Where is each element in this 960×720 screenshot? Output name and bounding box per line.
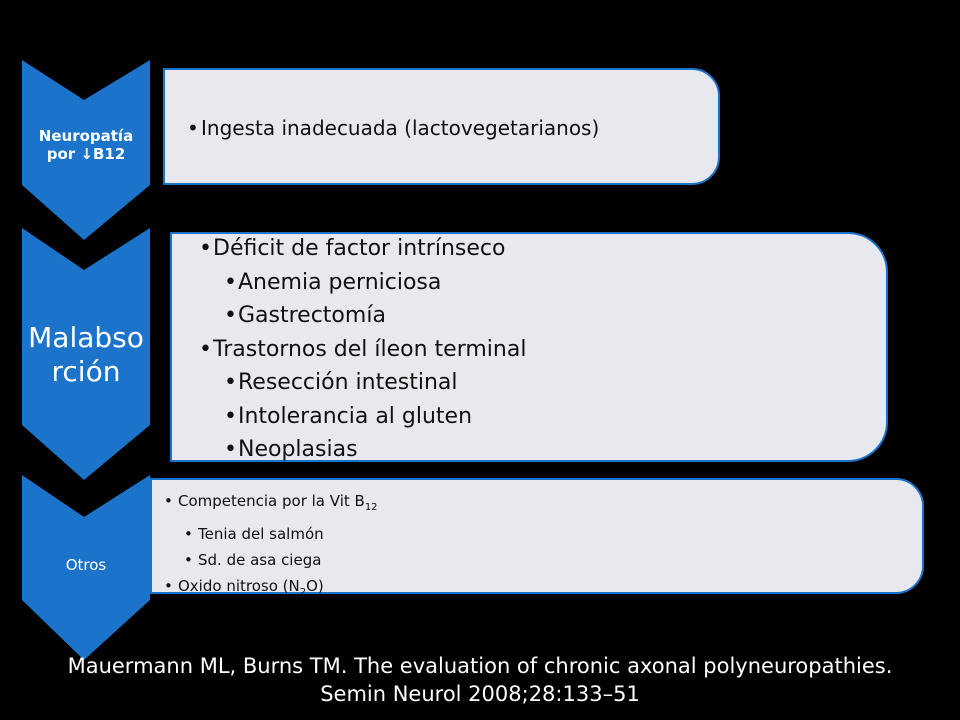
citation-line-2: Semin Neurol 2008;28:133–51 [320,682,640,706]
bullet-text: Trastornos del íleon terminal [213,336,527,362]
bullet-text-tail: O) [306,577,324,595]
row-label-line: Neuropatía [38,127,134,145]
bullet-text: Tenia del salmón [198,525,324,543]
bullet-item [188,333,526,367]
citation-line-1: Mauermann ML, Burns TM. The evaluation of chronic axonal polyneuropathies. [67,654,893,678]
bullet-text: Neoplasias [238,437,358,462]
subscript: 12 [364,502,378,513]
row-label-line: Otros [65,556,107,574]
bullet-item [188,232,526,266]
bullet-text: Déficit de factor intrínseco [213,236,506,261]
bullet-item-sub [188,400,526,434]
bullet-item-sub [160,547,378,573]
content-box-1 [163,68,720,185]
row-label-otros [22,540,150,590]
bullet-item [160,488,378,521]
bullet-item-sub [160,521,378,547]
bullet-text: Intolerancia al gluten [238,403,473,429]
bullet-item [160,573,378,606]
bullet-text: Ingesta inadecuada (lactovegetarianos) [201,116,600,140]
bullet-item-sub [188,366,526,400]
bullet-text: Competencia por la Vit B [178,492,365,510]
bullet-item-sub [188,299,526,333]
bullet-text: Sd. de asa ciega [198,551,322,569]
bullet-text: Oxido nitroso (N [178,577,300,595]
row-label-line: rción [51,355,121,388]
bullet-text: Anemia perniciosa [238,269,442,295]
row-label-neuropatia [22,105,150,185]
bullet-text: Gastrectomía [238,303,386,328]
bullet-item [181,116,599,140]
citation [0,652,960,708]
bullet-item-sub [188,266,526,300]
bullet-text: Resección intestinal [238,370,458,395]
content-box-2 [170,232,888,462]
bullet-item-sub [188,433,526,467]
content-box-3 [150,478,924,598]
subscript: 2 [299,587,307,598]
row-label-malabsorcion [22,300,150,410]
row-label-line: por ↓B12 [46,145,126,163]
row-label-line: Malabso [28,321,144,355]
